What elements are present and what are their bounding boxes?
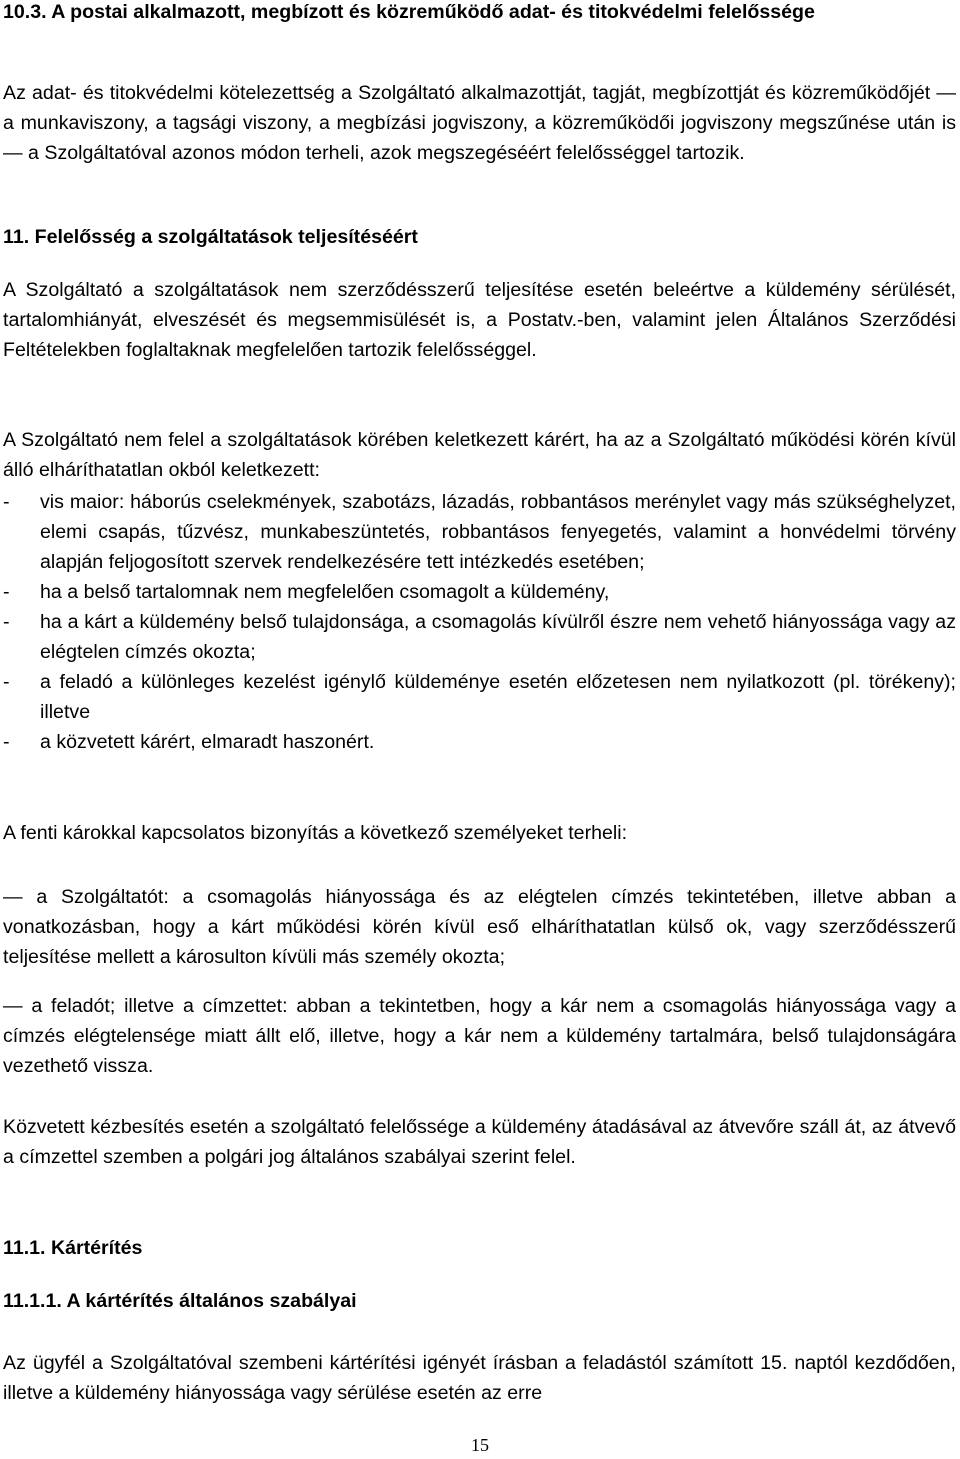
section-11-1-1-body: Az ügyfél a Szolgáltatóval szembeni kártérítési igényét írásban a feladástól számított 15. naptól kezdődően, illetve a küldemény hiányossága vagy sérülése esetén az erre <box>3 1352 956 1404</box>
list-item <box>3 577 956 607</box>
page-number: 15 <box>471 1435 489 1455</box>
list-item-text: vis maior: háborús cselekmények, szabotázs, lázadás, robbantásos merénylet vagy más szükséghelyzet, elemi csapás, tűzvész, munkabeszüntetés, robbantásos fenyegetés, valamint a honvédelmi törvény alapján feljogosított szervek rendelkezésére tett intézkedés esetében; <box>40 491 956 573</box>
list-item-text: a közvetett kárért, elmaradt haszonért. <box>40 731 375 753</box>
section-11-paragraph-3: A fenti károkkal kapcsolatos bizonyítás a következő személyeket terheli: <box>3 822 628 844</box>
list-dash: - <box>3 611 10 633</box>
section-11-1-heading: 11.1. Kártérítés <box>3 1237 143 1259</box>
section-11-heading: 11. Felelősség a szolgáltatások teljesítéséért <box>3 226 418 248</box>
section-11-1-1-heading: 11.1.1. A kártérítés általános szabályai <box>3 1290 357 1312</box>
burden-item-service-provider: — a Szolgáltatót: a csomagolás hiányossága és az elégtelen címzés tekintetében, illetve abban a vonatkozásban, hogy a kárt működési körén kívül eső elháríthatatlan külső ok, vagy szerződésszerű teljesítése mellett a károsulton kívüli más személy okozta; <box>3 886 956 968</box>
section-10-3-heading: 10.3. A postai alkalmazott, megbízott és közreműködő adat- és titokvédelmi felelőssége <box>3 1 815 23</box>
list-dash: - <box>3 731 10 753</box>
section-11-paragraph-1: A Szolgáltató a szolgáltatások nem szerződésszerű teljesítése esetén beleértve a küldemény sérülését, tartalomhiányát, elveszését és megsemmisülését is, a Postatv.-ben, valamint jelen Általános Szerződési Feltételekben foglaltaknak megfelelően tartozik felelősséggel. <box>3 279 956 361</box>
section-10-3-body: Az adat- és titokvédelmi kötelezettség a Szolgáltató alkalmazottját, tagját, megbízottját és közreműködőjét — a munkaviszony, a tagsági viszony, a megbízási jogviszony, a közreműködői jogviszony megszűnése után is — a Szolgáltatóval azonos módon terheli, azok megszegéséért felelősséggel tartozik. <box>3 82 956 164</box>
list-item <box>3 667 956 727</box>
section-11-paragraph-2: A Szolgáltató nem felel a szolgáltatások körében keletkezett kárért, ha az a Szolgáltató működési körén kívül álló elháríthatatlan okból keletkezett: <box>3 429 956 481</box>
list-item-text: ha a belső tartalomnak nem megfelelően csomagolt a küldemény, <box>40 581 610 603</box>
list-dash: - <box>3 671 10 693</box>
list-item <box>3 727 956 757</box>
list-item-text: a feladó a különleges kezelést igénylő küldeménye esetén előzetesen nem nyilatkozott (pl. törékeny); illetve <box>40 671 956 723</box>
list-dash: - <box>3 581 10 603</box>
list-item-text: ha a kárt a küldemény belső tulajdonsága, a csomagolás kívülről észre nem vehető hiányossága vagy az elégtelen címzés okozta; <box>40 611 956 663</box>
section-11-paragraph-4: Közvetett kézbesítés esetén a szolgáltató felelőssége a küldemény átadásával az átvevőre száll át, az átvevő a címzettel szemben a polgári jog általános szabályai szerint felel. <box>3 1116 956 1168</box>
list-dash: - <box>3 491 10 513</box>
list-item <box>3 607 956 667</box>
exceptions-list <box>3 487 956 757</box>
list-item <box>3 487 956 577</box>
burden-item-sender-recipient: — a feladót; illetve a címzettet: abban a tekintetben, hogy a kár nem a csomagolás hiányossága vagy a címzés elégtelensége miatt állt elő, illetve, hogy a kár nem a küldemény tartalmára, belső tulajdonságára vezethető vissza. <box>3 995 956 1077</box>
